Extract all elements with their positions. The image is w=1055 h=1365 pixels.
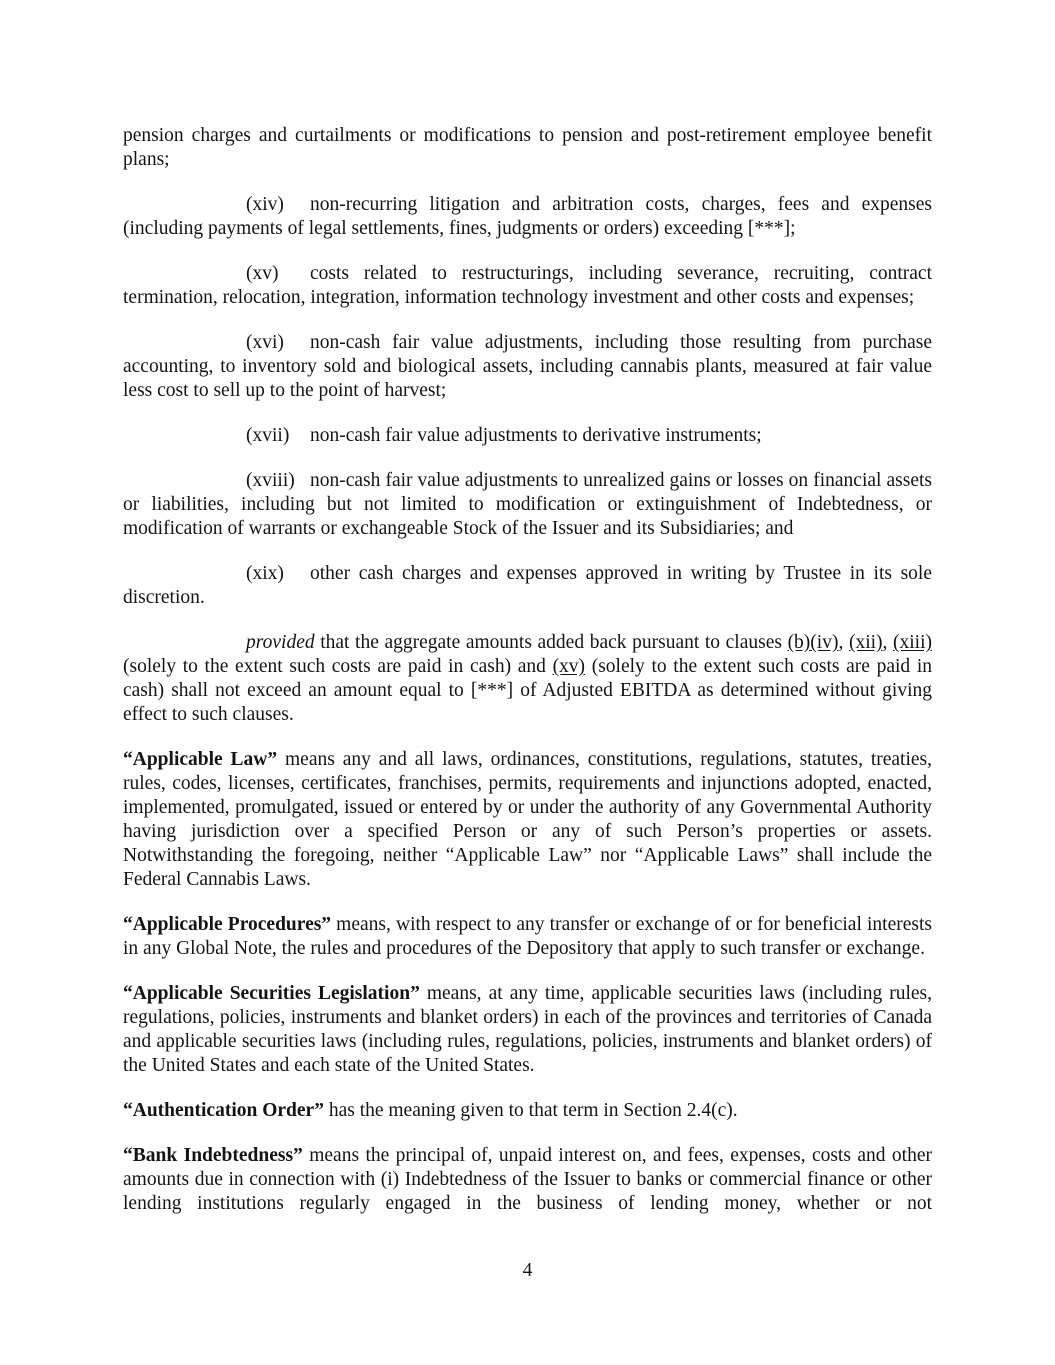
text-segment: non-cash fair value adjustments to derivative instruments; (310, 425, 762, 446)
text-segment: costs related to restructurings, including severance, recruiting, contract termination, relocation, integration, information technology investment and other costs and expenses; (123, 263, 932, 308)
paragraph (123, 631, 932, 727)
text-segment: non-cash fair value adjustments to unrealized gains or losses on financial assets or liabilities, including but not limited to modification or extinguishment of Indebtedness, or modification of warrants or exchangeable Stock of the Issuer and its Subsidiaries; and (123, 470, 932, 539)
paragraph (123, 1099, 932, 1123)
text-segment: (xiii) (893, 632, 933, 653)
text-segment: non-cash fair value adjustments, including those resulting from purchase accounting, to inventory sold and biological assets, including cannabis plants, measured at fair value less cost to sell up to the point of harvest; (123, 332, 932, 401)
text-segment: means the principal of, unpaid interest on, and fees, expenses, costs and other amounts due in connection with (i) Indebtedness of the Issuer to banks or commercial finance or other lending institutions regularly engaged in the business of lending money, whether or not (123, 1145, 932, 1214)
text-segment: “Applicable Procedures” (123, 914, 332, 935)
document-body (123, 124, 932, 1216)
paragraph (123, 193, 932, 241)
text-segment: pension charges and curtailments or modifications to pension and post-retirement employee benefit plans; (123, 125, 932, 170)
list-item-label: (xvii) (246, 425, 290, 446)
paragraph (123, 262, 932, 310)
text-segment: (b)(iv) (787, 632, 839, 653)
paragraph (123, 124, 932, 172)
paragraph (123, 469, 932, 541)
text-segment: (solely to the extent such costs are paid in cash) shall not exceed an amount equal to [***] of Adjusted EBITDA as determined without giving effect to such clauses. (123, 656, 933, 725)
paragraph (123, 424, 932, 448)
paragraph (123, 748, 932, 892)
text-segment: “Authentication Order” (123, 1100, 324, 1121)
text-segment: non-recurring litigation and arbitration costs, charges, fees and expenses (including payments of legal settlements, fines, judgments or orders) exceeding [***]; (123, 194, 932, 239)
text-segment: , (838, 632, 849, 653)
text-segment: (solely to the extent such costs are paid in cash) and (123, 656, 553, 677)
paragraph (123, 1144, 932, 1216)
text-segment: means any and all laws, ordinances, constitutions, regulations, statutes, treaties, rules, codes, licenses, certificates, franchises, permits, requirements and injunctions adopted, enacted, implemented, promulgated, issued or entered by or under the authority of any Governmental Authority having jurisdiction over a specified Person or any of such Person’s properties or assets. Notwithstanding the foregoing, neither “Applicable Law” nor “Applicable Laws” shall include the Federal Cannabis Laws. (123, 749, 932, 890)
paragraph (123, 913, 932, 961)
paragraph (123, 331, 932, 403)
text-segment: , (882, 632, 894, 653)
text-segment: (xv) (552, 656, 586, 677)
text-segment: “Applicable Securities Legislation” (123, 983, 420, 1004)
text-segment: has the meaning given to that term in Section 2.4(c). (323, 1100, 738, 1121)
text-segment: other cash charges and expenses approved in writing by Trustee in its sole discretion. (123, 563, 932, 608)
list-item-label: (xix) (246, 563, 284, 584)
page-number: 4 (522, 1260, 533, 1281)
list-item-label: (xviii) (246, 470, 295, 491)
text-segment: provided (246, 632, 315, 653)
list-item-label: (xvi) (246, 332, 284, 353)
list-item-label: (xiv) (246, 194, 284, 215)
text-segment: “Bank Indebtedness” (123, 1145, 303, 1166)
paragraph (123, 562, 932, 610)
text-segment: means, at any time, applicable securities laws (including rules, regulations, policies, instruments and blanket orders) in each of the provinces and territories of Canada and applicable securities laws (including rules, regulations, policies, instruments and blanket orders) of the United States and each state of the United States. (123, 983, 933, 1076)
text-segment: means, with respect to any transfer or exchange of or for beneficial interests in any Global Note, the rules and procedures of the Depository that apply to such transfer or exchange. (123, 914, 932, 959)
text-segment: “Applicable Law” (123, 749, 278, 770)
text-segment: that the aggregate amounts added back pursuant to clauses (314, 632, 788, 653)
paragraph (123, 982, 932, 1078)
text-segment: (xii) (848, 632, 883, 653)
list-item-label: (xv) (246, 263, 279, 284)
